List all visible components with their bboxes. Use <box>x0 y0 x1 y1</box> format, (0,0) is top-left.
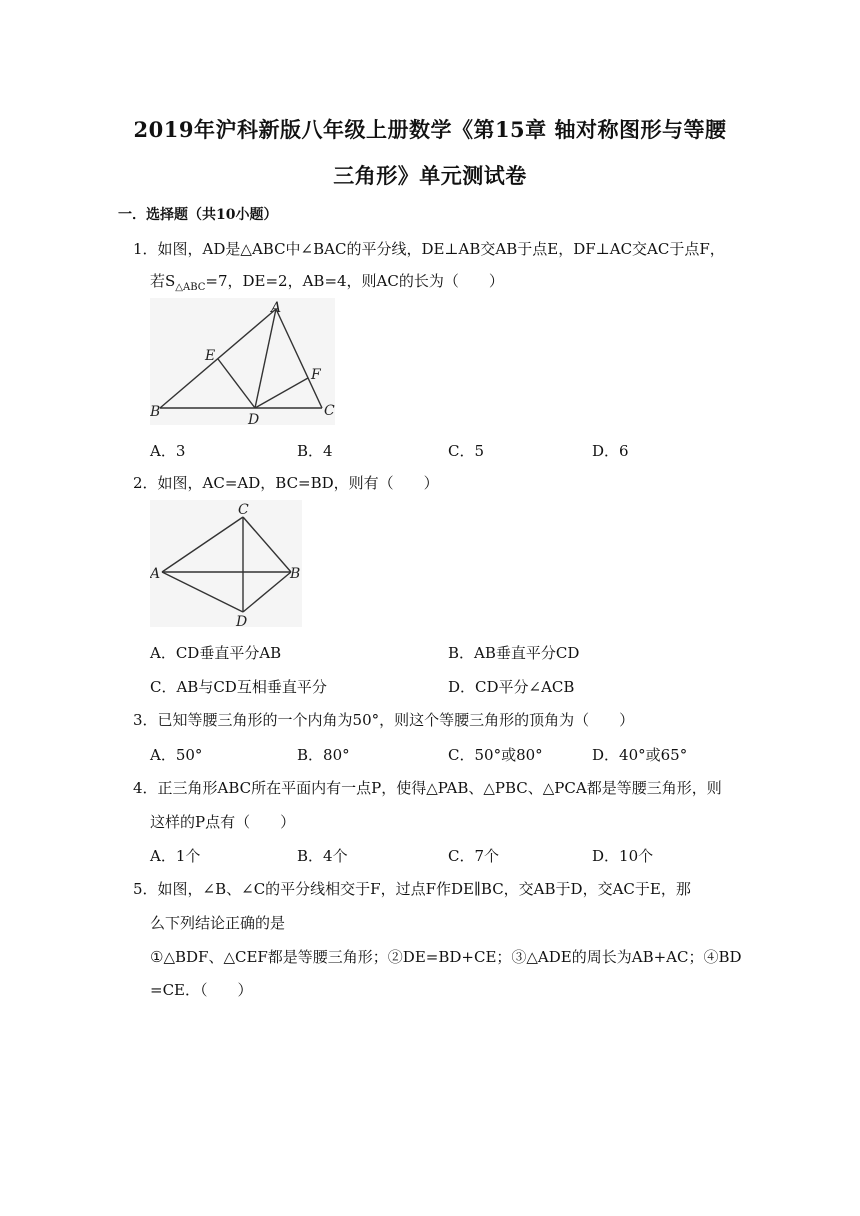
q5-stem-line-4: =CE．（ ） <box>150 981 253 999</box>
q4-option-c[interactable]: C．7个 <box>448 847 500 865</box>
q1-figure <box>150 298 335 425</box>
document-title-line-1: 2019年沪科新版八年级上册数学《第15章 轴对称图形与等腰 <box>133 117 727 142</box>
q2-label-c: C <box>238 502 249 518</box>
q4-stem-line-1: 4．正三角形ABC所在平面内有一点P，使得△PAB、△PBC、△PCA都是等腰三角形，则 <box>133 779 722 797</box>
q2-option-c[interactable]: C．AB与CD互相垂直平分 <box>150 678 327 696</box>
q1-area-subscript: △ABC <box>175 282 206 293</box>
q2-figure <box>150 500 302 627</box>
q4-option-d[interactable]: D．10个 <box>592 847 654 865</box>
q1-stem-rest: =7，DE=2，AB=4，则AC的长为（ ） <box>205 272 504 290</box>
section-heading: 一．选择题（共10小题） <box>118 207 278 223</box>
q1-label-b: B <box>150 404 161 420</box>
q1-option-c[interactable]: C．5 <box>448 442 485 460</box>
q1-label-e: E <box>205 348 216 364</box>
q2-option-d[interactable]: D．CD平分∠ACB <box>448 678 575 696</box>
q2-label-a: A <box>150 566 161 582</box>
q4-stem-line-2: 这样的P点有（ ） <box>150 813 296 831</box>
q1-stem-line-2 <box>150 270 504 293</box>
q3-option-a[interactable]: A．50° <box>150 746 203 764</box>
q1-label-f: F <box>311 367 321 383</box>
q1-option-b[interactable]: B．4 <box>297 442 333 460</box>
q1-option-d[interactable]: D．6 <box>592 442 629 460</box>
q1-label-d: D <box>248 412 260 425</box>
q5-stem-line-3: ①△BDF、△CEF都是等腰三角形；②DE=BD+CE；③△ADE的周长为AB+AC；④BD <box>150 948 742 966</box>
q1-stem-prefix: 若S <box>150 272 176 290</box>
q1-option-a[interactable]: A．3 <box>150 442 186 460</box>
q1-stem-line-1: 1．如图，AD是△ABC中∠BAC的平分线，DE⊥AB交AB于点E，DF⊥AC交AC于点F， <box>133 240 725 258</box>
q4-option-a[interactable]: A．1个 <box>150 847 201 865</box>
q3-option-c[interactable]: C．50°或80° <box>448 746 543 764</box>
q2-option-b[interactable]: B．AB垂直平分CD <box>448 644 580 662</box>
q5-stem-line-2: 么下列结论正确的是 <box>150 914 286 932</box>
q3-stem: 3．已知等腰三角形的一个内角为50°，则这个等腰三角形的顶角为（ ） <box>133 711 635 729</box>
q3-option-d[interactable]: D．40°或65° <box>592 746 688 764</box>
q2-stem: 2．如图，AC=AD，BC=BD，则有（ ） <box>133 474 439 492</box>
q2-label-b: B <box>290 566 301 582</box>
q4-option-b[interactable]: B．4个 <box>297 847 348 865</box>
q2-option-a[interactable]: A．CD垂直平分AB <box>150 644 282 662</box>
q5-stem-line-1: 5．如图，∠B、∠C的平分线相交于F，过点F作DE∥BC，交AB于D，交AC于E，那 <box>133 880 691 898</box>
q1-label-c: C <box>324 403 335 419</box>
q2-label-d: D <box>236 614 248 627</box>
q1-label-a: A <box>271 300 282 316</box>
document-title-line-2: 三角形》单元测试卷 <box>333 163 527 188</box>
q3-option-b[interactable]: B．80° <box>297 746 350 764</box>
